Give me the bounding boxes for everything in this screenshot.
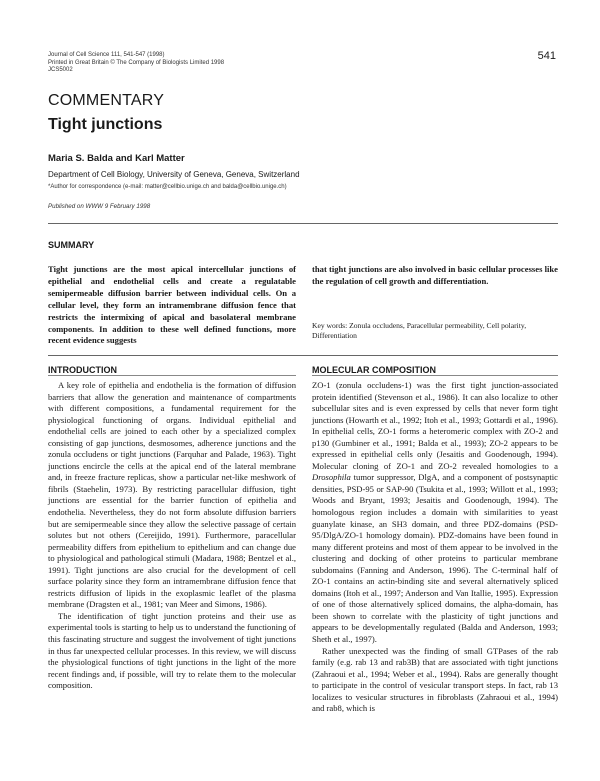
summary-text-right: that tight junctions are also involved in basic cellular processes like the regulation of cell growth and differentiation. (312, 264, 558, 286)
keywords: Key words: Zonula occludens, Paracellular permeability, Cell polarity, Differentiation (312, 321, 527, 340)
molecular-heading: MOLECULAR COMPOSITION (312, 365, 436, 375)
journal-line: Journal of Cell Science 111, 541-547 (1998) (48, 52, 165, 58)
text-run: tumor suppressor, DlgA, and a component of postsynaptic densities, PSD-95 or SAP-90 (Tsukita et al., 1993; Willott et al., 1993; Woods and Bryant, 1993; Jesaitis and Goodenough, 1994). The homologous region includes a domain with similarities to yeast guanylate kinase, an SH3 domain, and three PDZ-domains (PSD-95/DlgA/ZO-1 homology domain). PDZ-domains have been found in many different proteins and most of them appear to be involved in the clustering and docking of other proteins to particular membrane subdomains (Fanning and Anderson, 1996). The C-terminal half of ZO-1 contains an actin-binding site and several alternatively spliced domains (Itoh et al., 1997; Anderson and Van Itallie, 1995). Expression of one of those alternatively spliced domains, the alpha-domain, has been shown to correlate with the plasticity of tight junctions and appears to be developmentally regulated (Balda and Anderson, 1993; Sheth et al., 1997). (312, 472, 558, 645)
page-number: 541 (537, 50, 556, 62)
paragraph: The identification of tight junction proteins and their use as experimental tools is starting to help us to understand the functioning of this fascinating structure and suggest the involvement of tight junctions in thus far unexpected cellular processes. In this review, we will discuss the physiological functions of tight junctions in the light of the more recent findings and, if possible, will try to relate them to the molecular composition. (48, 610, 296, 691)
article-title: Tight junctions (48, 116, 163, 133)
summary-heading: SUMMARY (48, 240, 95, 250)
text-run: ZO-1 (zonula occludens-1) was the first tight junction-associated protein identified (Stevenson et al., 1986). It can also localize to other subcellular sites and is even expressed by cells that never form tight junctions (Howarth et al., 1992; Itoh et al., 1993; Gottardi et al., 1996). In epithelial cells, ZO-1 forms a heteromeric complex with ZO-2 and p130 (Gumbiner et al., 1991; Balda et al., 1993); ZO-2 appears to be expressed in epithelial cells only (Jesaitis and Goodenough, 1994). Molecular cloning of ZO-1 and ZO-2 revealed homologies to a (312, 380, 558, 471)
heading-rule (48, 375, 296, 376)
paragraph: A key role of epithelia and endothelia is the formation of diffusion barriers that allow the generation and maintenance of compartments with different compositions, a fundamental requirement for the physiological functioning of organs. Individual epithelial and endothelial cells are joined to each other by a specialized complex consisting of gap junctions, desmosomes, adherence junctions and the zonula occludens or tight junctions (Farquhar and Palade, 1963). Tight junctions encircle the cells at the apical end of the lateral membrane and, in freeze fracture replicas, show a particular net-like meshwork of fibrils (Staehelin, 1973). By restricting paracellular diffusion, tight junctions are essential for the barrier function of epithelia and endothelia. Nevertheless, they do not form absolute diffusion barriers but are semipermeable since they allow the selective passage of certain solutes but not others (Cereijido, 1991). Furthermore, paracellular permeability differs from epithelium to epithelium and can change due to physiological and pathological stimuli (Madara, 1988; Bentzel et al., 1991). Tight junctions are also crucial for the development of cell surface polarity since they form an intramembrane diffusion fence that restricts diffusion of lipids in the exoplasmic leaflet of the plasma membrane (Dragsten et al., 1981; van Meer and Simons, 1986). (48, 380, 296, 610)
heading-rule (312, 375, 558, 376)
section-label: COMMENTARY (48, 92, 165, 109)
divider (48, 223, 558, 224)
published-date: Published on WWW 9 February 1998 (48, 203, 151, 210)
paragraph: Rather unexpected was the finding of small GTPases of the rab family (e.g. rab 13 and rab3B) that are associated with tight junctions (Zahraoui et al., 1994; Weber et al., 1994). Rabs are generally thought to participate in the control of vesicular transport steps. In fact, rab 13 localizes to vesicular structures in fibroblasts (Zahraoui et al., 1994) and rab8, which is (312, 645, 558, 714)
affiliation: Department of Cell Biology, University of Geneva, Geneva, Switzerland (48, 170, 300, 179)
paragraph (312, 380, 558, 646)
italic-term: Drosophila (312, 472, 351, 483)
divider (48, 355, 558, 356)
journal-line: JCS5002 (48, 67, 73, 74)
correspondence-note: *Author for correspondence (e-mail: matter@cellbio.unige.ch and balda@cellbio.unige.ch) (48, 184, 287, 190)
molecular-body (312, 380, 558, 715)
author-list: Maria S. Balda and Karl Matter (48, 153, 185, 164)
introduction-heading: INTRODUCTION (48, 365, 117, 375)
summary-text-left: Tight junctions are the most apical intercellular junctions of epithelial and endothelial cells and create a regulatable semipermeable diffusion barrier between individual cells. On a cellular level, they form an intramembrane diffusion fence that restricts the intermixing of apical and basolateral membrane components. In addition to these well defined functions, more recent evidence suggests (48, 264, 296, 346)
introduction-body (48, 380, 296, 692)
journal-citation (48, 52, 348, 75)
journal-line: Printed in Great Britain © The Company of Biologists Limited 1998 (48, 59, 225, 66)
